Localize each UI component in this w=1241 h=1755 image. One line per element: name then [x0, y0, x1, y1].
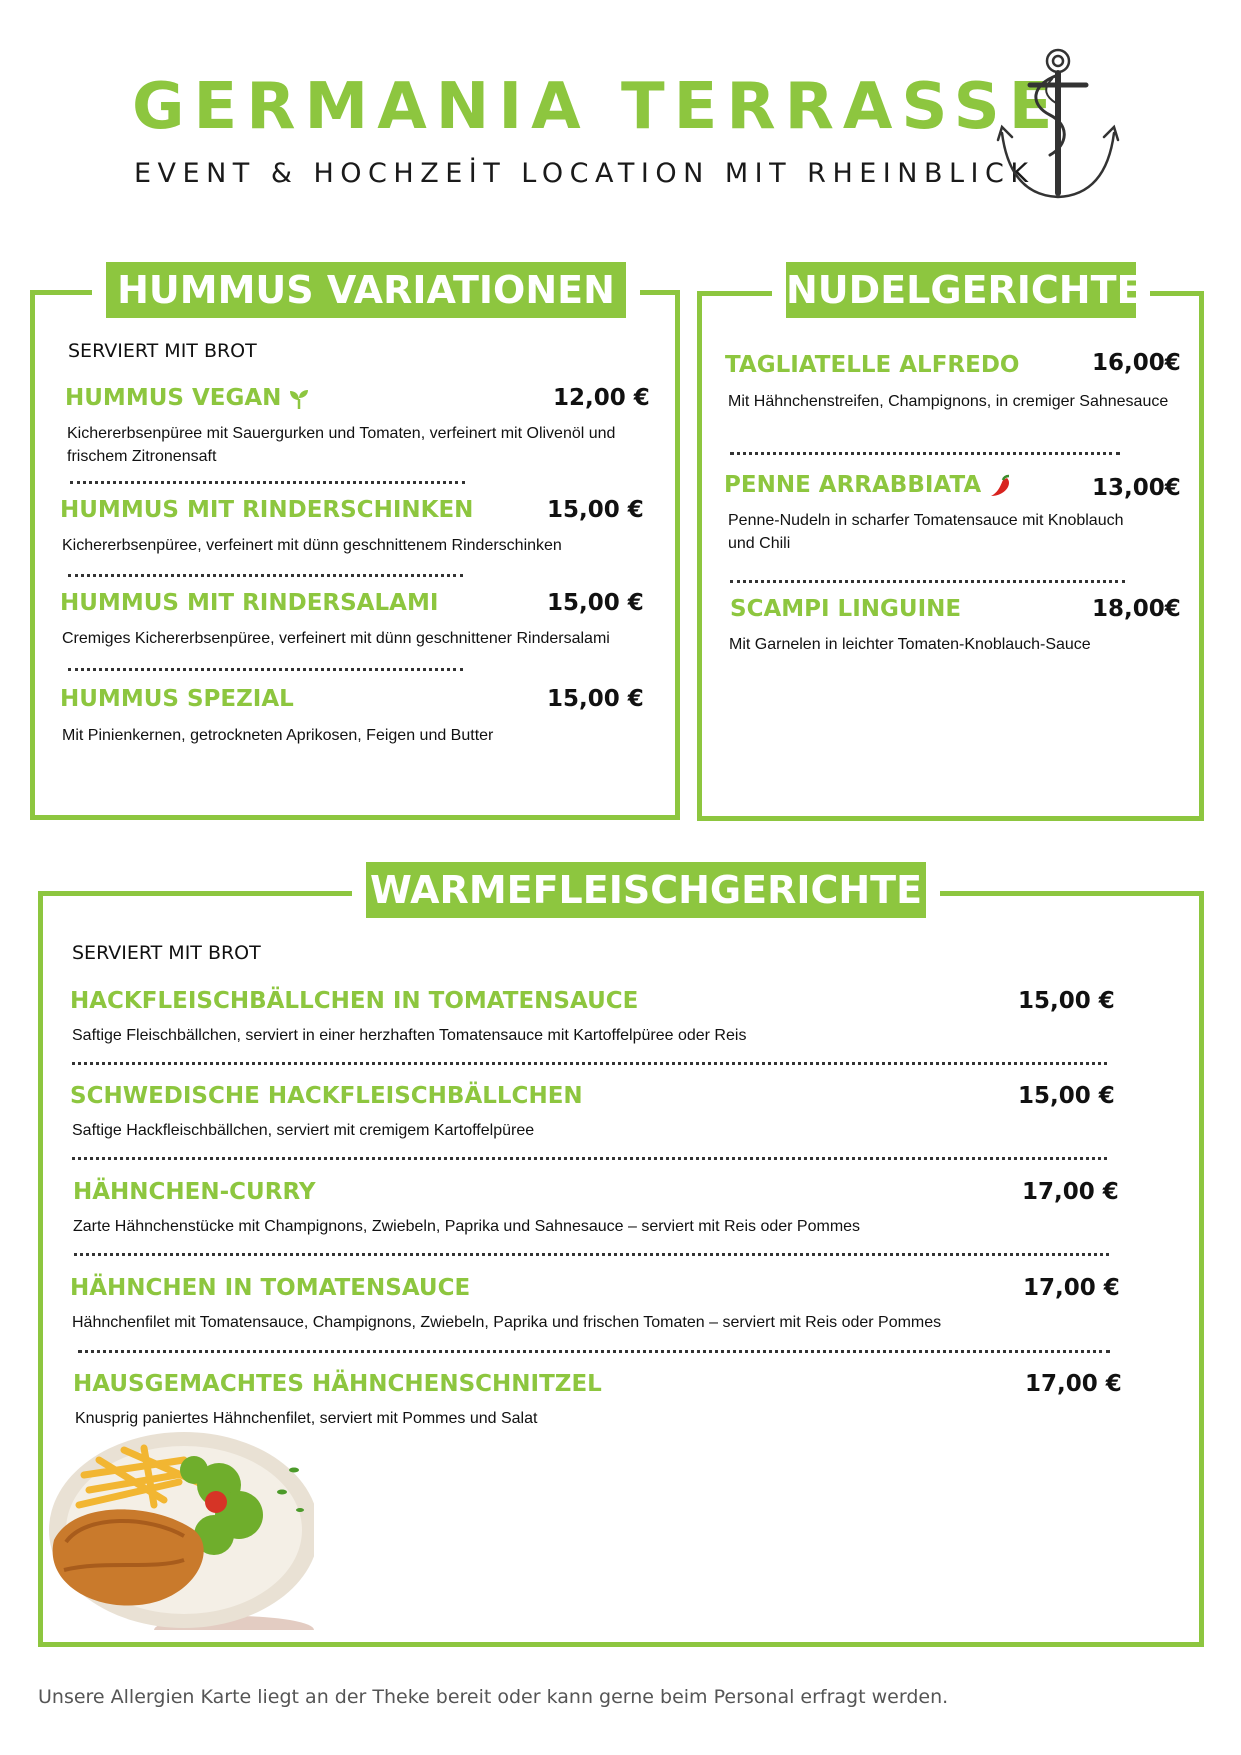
- menu-item-price: 15,00 €: [547, 590, 644, 616]
- menu-item-description: Hähnchenfilet mit Tomatensauce, Champignons, Zwiebeln, Paprika und frischen Tomaten – serviert mit Reis oder Pommes: [72, 1314, 942, 1331]
- menu-item-description: Knusprig paniertes Hähnchenfilet, serviert mit Pommes und Salat: [75, 1410, 538, 1427]
- menu-item-description: Mit Hähnchenstreifen, Champignons, in cremiger Sahnesauce: [728, 393, 1169, 410]
- page-title: GERMANIA TERRASSE: [132, 70, 1062, 144]
- menu-item-price: 12,00 €: [553, 385, 650, 411]
- menu-item-price: 15,00 €: [1018, 988, 1115, 1014]
- separator: [730, 580, 1125, 583]
- separator: [72, 1062, 1107, 1065]
- fleisch-served-note: SERVIERT MIT BROT: [72, 942, 261, 964]
- menu-item-description: Zarte Hähnchenstücke mit Champignons, Zwiebeln, Paprika und Sahnesauce – serviert mit Reis oder Pommes: [73, 1218, 861, 1235]
- schnitzel-plate-image: [44, 1430, 314, 1630]
- sprout-icon: [287, 387, 311, 411]
- menu-item-name: HÄHNCHEN IN TOMATENSAUCE: [70, 1275, 471, 1301]
- menu-item-price: 17,00 €: [1025, 1371, 1122, 1397]
- separator: [68, 574, 463, 577]
- separator: [68, 668, 463, 671]
- menu-item-price: 17,00 €: [1022, 1179, 1119, 1205]
- nudel-section-title: NUDELGERICHTE: [772, 262, 1150, 318]
- menu-item-name: HUMMUS SPEZIAL: [60, 686, 294, 712]
- menu-item-price: 16,00€: [1092, 350, 1181, 376]
- chili-pepper-icon: [987, 474, 1013, 498]
- separator: [730, 452, 1120, 455]
- page-subtitle: EVENT & HOCHZEİT LOCATION MIT RHEINBLICK: [134, 158, 1035, 189]
- separator: [74, 1253, 1109, 1256]
- hummus-section-title: HUMMUS VARIATIONEN: [92, 262, 640, 318]
- menu-item-name: HACKFLEISCHBÄLLCHEN IN TOMATENSAUCE: [70, 988, 639, 1014]
- menu-item-description: Mit Pinienkernen, getrockneten Aprikosen, Feigen und Butter: [62, 727, 494, 744]
- menu-item-price: 13,00€: [1092, 475, 1181, 501]
- menu-item-description: Saftige Fleischbällchen, serviert in einer herzhaften Tomatensauce mit Kartoffelpüree oder Reis: [72, 1027, 747, 1044]
- hummus-served-note: SERVIERT MIT BROT: [68, 340, 257, 362]
- menu-item-price: 15,00 €: [1018, 1083, 1115, 1109]
- menu-item-price: 15,00 €: [547, 497, 644, 523]
- menu-item-name: HAUSGEMACHTES HÄHNCHENSCHNITZEL: [73, 1371, 602, 1397]
- menu-item-description: Cremiges Kichererbsenpüree, verfeinert mit dünn geschnittener Rindersalami: [62, 630, 610, 647]
- menu-item-name: SCAMPI LINGUINE: [730, 596, 962, 622]
- menu-item-description: Mit Garnelen in leichter Tomaten-Knoblauch-Sauce: [729, 636, 1091, 653]
- menu-item-name: PENNE ARRABBIATA: [724, 472, 1013, 498]
- menu-item-description: Saftige Hackfleischbällchen, serviert mit cremigem Kartoffelpüree: [72, 1122, 535, 1139]
- menu-item-name: HUMMUS MIT RINDERSCHINKEN: [60, 497, 474, 523]
- fleisch-section-title: WARMEFLEISCHGERICHTE: [352, 862, 940, 918]
- menu-item-description: Penne-Nudeln in scharfer Tomatensauce mit Knoblauch und Chili: [728, 512, 1124, 552]
- menu-item-description: Kichererbsenpüree, verfeinert mit dünn geschnittenem Rinderschinken: [62, 537, 562, 554]
- menu-item-name: SCHWEDISCHE HACKFLEISCHBÄLLCHEN: [70, 1083, 583, 1109]
- menu-item-price: 15,00 €: [547, 686, 644, 712]
- separator: [70, 481, 465, 484]
- menu-item-name: HUMMUS VEGAN: [65, 385, 311, 411]
- menu-item-price: 17,00 €: [1023, 1275, 1120, 1301]
- menu-item-price: 18,00€: [1092, 596, 1181, 622]
- separator: [78, 1350, 1110, 1353]
- allergen-note: Unsere Allergien Karte liegt an der Theke bereit oder kann gerne beim Personal erfragt werden.: [38, 1686, 949, 1708]
- menu-item-description: Kichererbsenpüree mit Sauergurken und Tomaten, verfeinert mit Olivenöl und frischem Zitronensaft: [67, 425, 616, 465]
- separator: [72, 1157, 1107, 1160]
- anchor-icon: [990, 45, 1120, 215]
- menu-item-name: TAGLIATELLE ALFREDO: [725, 352, 1020, 378]
- menu-item-name: HÄHNCHEN-CURRY: [73, 1179, 316, 1205]
- menu-item-name: HUMMUS MIT RINDERSALAMI: [60, 590, 439, 616]
